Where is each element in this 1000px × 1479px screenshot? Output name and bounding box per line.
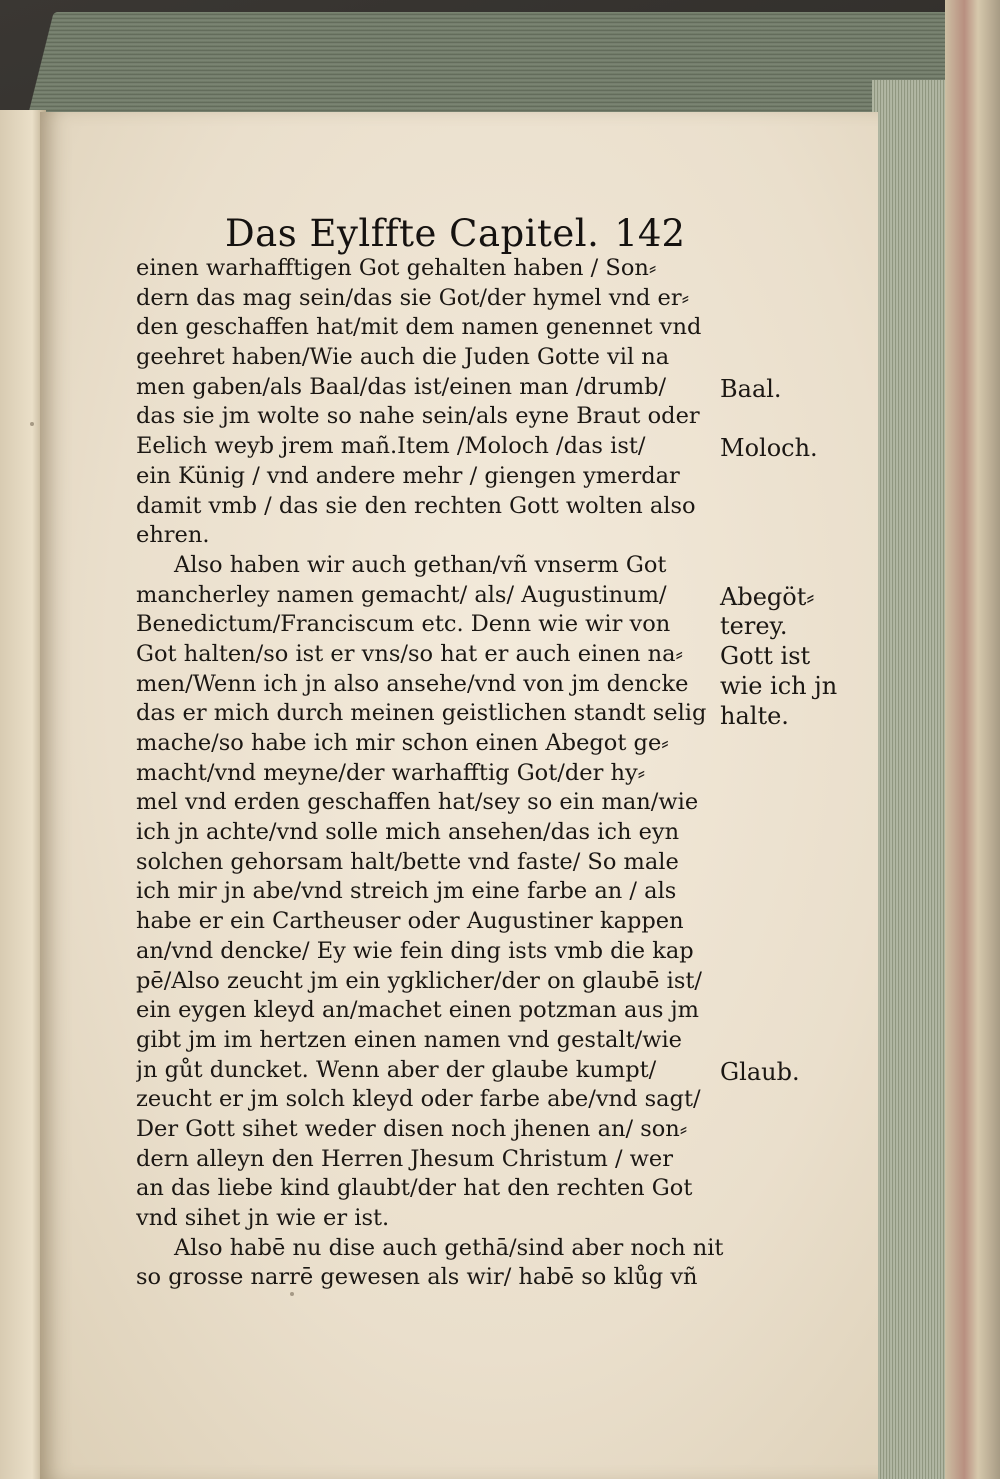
folio-number: 142 — [614, 212, 685, 255]
text-line: Also habē nu dise auch gethā/sind aber noch nit — [174, 1234, 724, 1261]
book-top-edge — [26, 12, 973, 122]
text-line: damit vmb / das sie den rechten Gott wolten also — [136, 492, 696, 519]
paper-speck — [30, 422, 34, 426]
fore-edge-pages — [872, 80, 950, 1479]
text-line: ein Künig / vnd andere mehr / giengen ymerdar — [136, 462, 680, 489]
body-text — [136, 254, 726, 1293]
margin-note: wie ich jn — [720, 671, 838, 700]
text-line: pē/Also zeucht jm ein ygklicher/der on glaubē ist/ — [136, 967, 702, 994]
margin-note: halte. — [720, 701, 789, 730]
text-line: zeucht er jm solch kleyd oder farbe abe/vnd sagt/ — [136, 1086, 701, 1113]
margin-note: Gott ist — [720, 642, 811, 671]
text-line: dern alleyn den Herren Jhesum Christum / wer — [136, 1145, 674, 1172]
text-line: einen warhafftigen Got gehalten haben / Son⸗ — [136, 255, 657, 281]
text-line: ein eygen kleyd an/machet einen potzman aus jm — [136, 997, 699, 1024]
text-line: macht/vnd meyne/der warhafftig Got/der hy⸗ — [136, 759, 646, 786]
text-line: mel vnd erden geschaffen hat/sey so ein man/wie — [136, 789, 699, 816]
text-line: mache/so habe ich mir schon einen Abegot ge⸗ — [136, 730, 669, 756]
margin-note: Moloch. — [720, 434, 818, 463]
text-line: Also haben wir auch gethan/vñ vnserm Got — [174, 551, 667, 578]
margin-note: Baal. — [720, 374, 782, 403]
text-line: ehren. — [136, 522, 210, 549]
text-line: Der Gott sihet weder disen noch jhenen an/ son⸗ — [136, 1115, 688, 1142]
text-line: men gaben/als Baal/das ist/einen man /drumb/ — [136, 373, 667, 400]
text-line: das er mich durch meinen geistlichen standt selig — [136, 700, 707, 727]
text-line: habe er ein Cartheuser oder Augustiner kappen — [136, 908, 684, 935]
text-line: men/Wenn ich jn also ansehe/vnd von jm dencke — [136, 670, 689, 697]
text-line: Got halten/so ist er vns/so hat er auch einen na⸗ — [136, 640, 684, 667]
text-line: geehret haben/Wie auch die Juden Gotte vil na — [136, 344, 670, 371]
margin-note: Glaub. — [720, 1057, 800, 1086]
text-line: an/vnd dencke/ Ey wie fein ding ists vmb die kap — [136, 937, 694, 964]
text-line: das sie jm wolte so nahe sein/als eyne Braut oder — [136, 403, 700, 430]
text-line: gibt jm im hertzen einen namen vnd gestalt/wie — [136, 1026, 682, 1053]
text-line: so grosse narrē gewesen als wir/ habē so klůg vñ — [136, 1264, 698, 1291]
text-line: Benedictum/Franciscum etc. Denn wie wir von — [136, 611, 671, 638]
margin-note: terey. — [720, 612, 788, 641]
text-line: den geschaffen hat/mit dem namen genennet vnd — [136, 314, 702, 341]
running-head: Das Eylffte Capitel. — [225, 212, 600, 255]
text-line: ich mir jn abe/vnd streich jm eine farbe an / als — [136, 878, 677, 905]
text-line: jn gůt duncket. Wenn aber der glaube kumpt/ — [136, 1056, 657, 1083]
text-line: ich jn achte/vnd solle mich ansehen/das ich eyn — [136, 819, 680, 846]
text-line: mancherley namen gemacht/ als/ Augustinum/ — [136, 581, 667, 608]
text-line: dern das mag sein/das sie Got/der hymel vnd er⸗ — [136, 284, 690, 311]
book-cover-edge — [945, 0, 1000, 1479]
text-line: vnd sihet jn wie er ist. — [136, 1205, 390, 1231]
text-line: Eelich weyb jrem mañ.Item /Moloch /das ist/ — [136, 433, 646, 460]
text-line: an das liebe kind glaubt/der hat den rechten Got — [136, 1175, 693, 1202]
margin-note: Abegöt⸗ — [720, 582, 815, 611]
text-line: solchen gehorsam halt/bette vnd faste/ So male — [136, 848, 679, 875]
